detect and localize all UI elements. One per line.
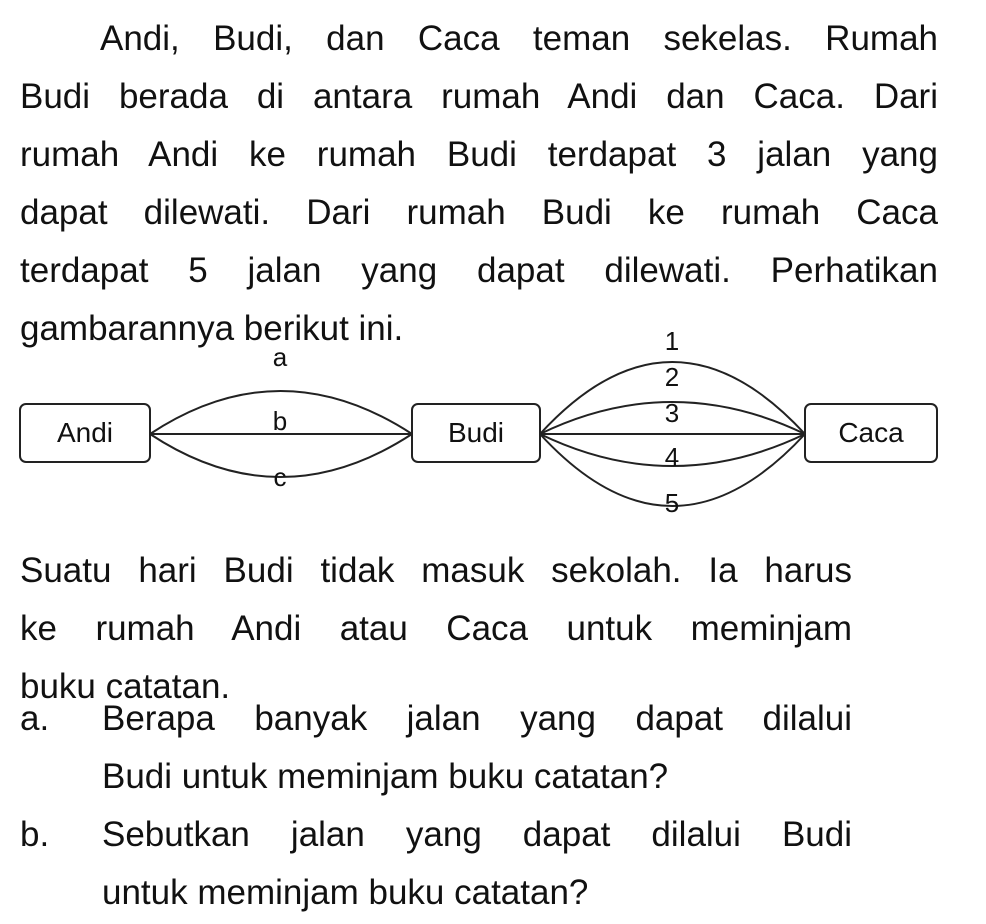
intro-line: terdapat 5 jalan yang dapat dilewati. Perhatikan — [20, 251, 938, 290]
context-line: Suatu hari Budi tidak masuk sekolah. Ia harus — [20, 551, 852, 590]
intro-line: rumah Andi ke rumah Budi terdapat 3 jalan yang — [20, 135, 938, 174]
node-caca — [805, 404, 937, 462]
intro-paragraph — [20, 10, 938, 358]
question-b-label: b. — [20, 815, 50, 854]
route-diagram — [0, 330, 986, 530]
node-andi — [20, 404, 150, 462]
intro-line: gambarannya berikut ini. — [20, 309, 404, 348]
intro-line: Andi, Budi, dan Caca teman sekelas. Rumah — [100, 19, 938, 58]
node-caca-label: Caca — [838, 417, 904, 448]
question-b — [20, 806, 852, 922]
context-line: ke rumah Andi atau Caca untuk meminjam — [20, 609, 852, 648]
path-label-3: 3 — [664, 398, 680, 428]
node-budi — [412, 404, 540, 462]
question-a — [20, 690, 852, 806]
path-label-a: a — [272, 342, 288, 372]
node-andi-label: Andi — [56, 417, 114, 448]
question-a-line: Budi untuk meminjam buku catatan? — [102, 757, 669, 796]
path-label-4: 4 — [664, 442, 680, 472]
node-budi-label: Budi — [447, 417, 505, 448]
question-b-line: Sebutkan jalan yang dapat dilalui Budi — [102, 815, 852, 854]
question-b-line: untuk meminjam buku catatan? — [102, 873, 589, 912]
path-label-c: c — [273, 462, 287, 492]
path-label-b: b — [272, 406, 288, 436]
context-line: buku catatan. — [20, 667, 231, 706]
intro-line: dapat dilewati. Dari rumah Budi ke rumah Caca — [20, 193, 938, 232]
path-label-2: 2 — [664, 362, 680, 392]
path-label-1: 1 — [664, 330, 680, 356]
intro-line: Budi berada di antara rumah Andi dan Caca. Dari — [20, 77, 938, 116]
path-label-5: 5 — [664, 488, 680, 518]
question-a-label: a. — [20, 699, 50, 738]
question-a-line: Berapa banyak jalan yang dapat dilalui — [102, 699, 852, 738]
